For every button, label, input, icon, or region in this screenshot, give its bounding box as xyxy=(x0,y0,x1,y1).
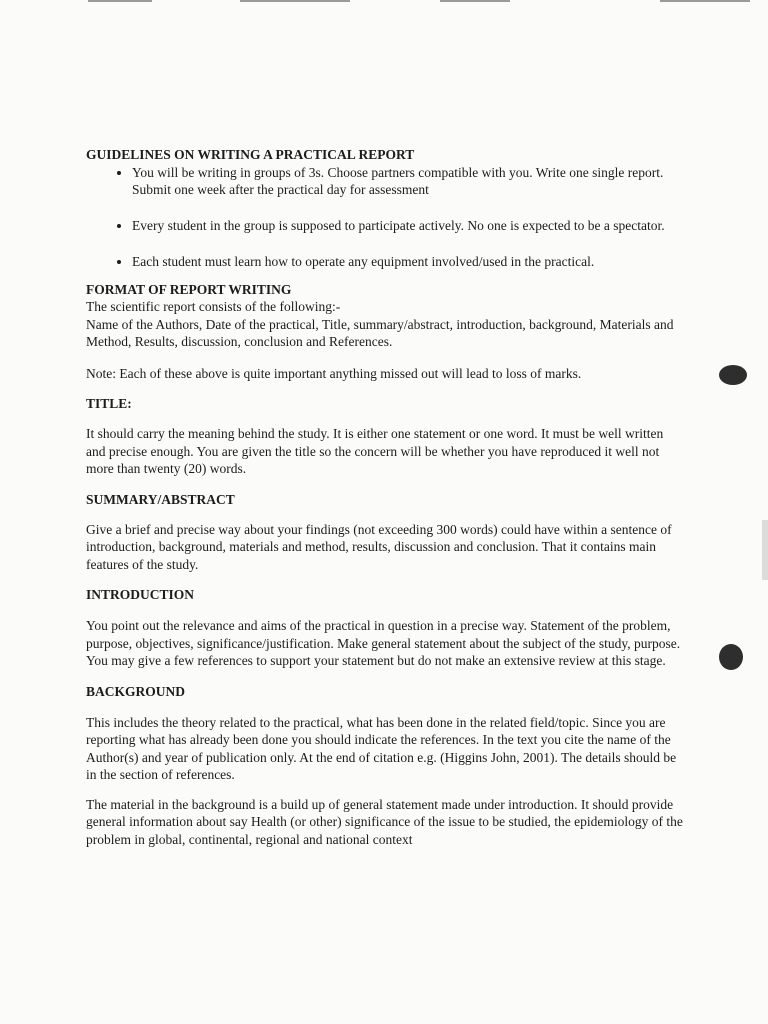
background-heading: BACKGROUND xyxy=(86,683,186,699)
format-heading: FORMAT OF REPORT WRITING xyxy=(86,282,292,297)
summary-body: Give a brief and precise way about your findings (not exceeding 300 words) could have within a sentence of introduction, background, materials and method, results, discussion and conclusion. That it contains main features of the study. xyxy=(86,521,672,572)
list-item: • Each student must learn how to operate any equipment involved/used in the practical. xyxy=(132,253,686,270)
background-body-2: The material in the background is a build up of general statement made under introduction. It should provide general information about say Health (or other) significance of the issue to be studied, the epidemiology of the problem in global, continental, regional and national context xyxy=(86,796,683,847)
format-intro: The scientific report consists of the following:- xyxy=(86,299,341,314)
guidelines-list xyxy=(86,164,686,270)
punch-hole-icon xyxy=(719,644,743,670)
document-body xyxy=(86,146,686,848)
introduction-body: You point out the relevance and aims of the practical in question in a precise way. Statement of the problem, purpose, objectives, significance/justification. Make general statement about the subject of the study, purpose. You may give a few references to support your statement but do not make an extensive review at this stage. xyxy=(86,618,681,668)
format-note: Note: Each of these above is quite important anything missed out will lead to loss of marks. xyxy=(86,365,582,381)
introduction-heading: INTRODUCTION xyxy=(86,587,195,602)
title-body: It should carry the meaning behind the study. It is either one statement or one word. It must be well written and precise enough. You are given the title so the concern will be whether you have reproduced it well not more than twenty (20) words. xyxy=(86,426,664,476)
punch-hole-icon xyxy=(719,365,747,385)
background-body-1: This includes the theory related to the practical, what has been done in the related field/topic. Since you are reporting what has already been done you should indicate the references. In the text you cite the name of the Author(s) and year of publication only. At the end of citation e.g. (Higgins John, 2001). The details should be in the section of references. xyxy=(86,714,677,782)
scan-mark xyxy=(440,0,510,2)
guidelines-heading: GUIDELINES ON WRITING A PRACTICAL REPORT xyxy=(86,147,415,162)
list-item: • You will be writing in groups of 3s. Choose partners compatible with you. Write one single report. Submit one week after the practical day for assessment xyxy=(132,164,686,198)
format-list: Name of the Authors, Date of the practical, Title, summary/abstract, introduction, background, Materials and Method, Results, discussion, conclusion and References. xyxy=(86,316,674,349)
page-edge-shadow xyxy=(762,520,768,580)
scan-mark xyxy=(240,0,350,2)
title-heading: TITLE: xyxy=(86,396,132,411)
list-item: • Every student in the group is supposed to participate actively. No one is expected to be a spectator. xyxy=(132,217,686,234)
summary-heading: SUMMARY/ABSTRACT xyxy=(86,491,235,507)
scan-mark xyxy=(660,0,750,2)
scan-mark xyxy=(88,0,152,2)
